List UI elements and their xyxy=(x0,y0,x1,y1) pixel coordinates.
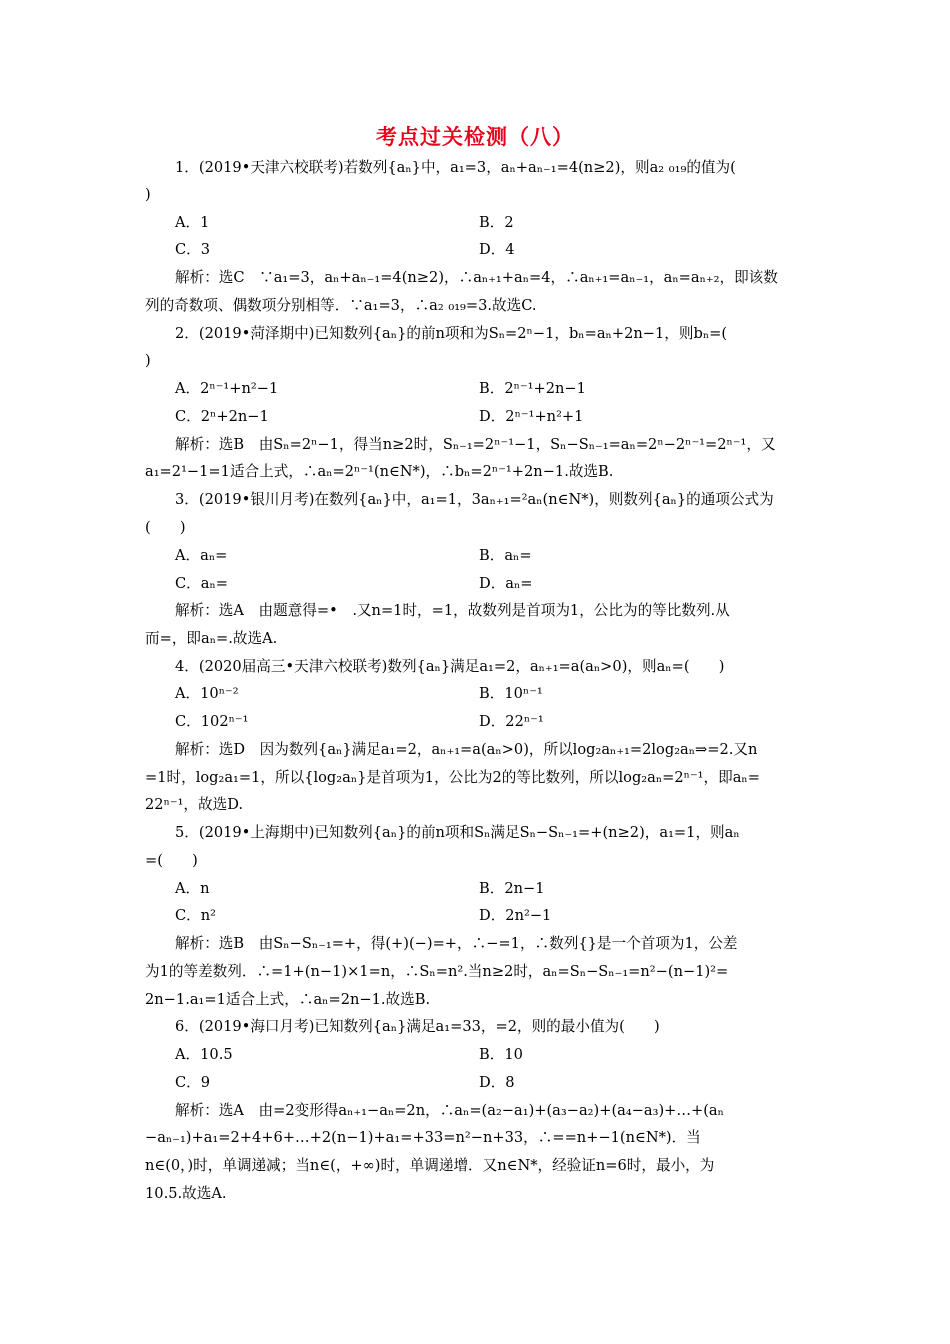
answer-option: C．3 xyxy=(175,241,211,258)
text-line: ) xyxy=(145,186,151,203)
text-line: 为1的等差数列．∴=1+(n−1)×1=n，∴Sₙ=n².当n≥2时，aₙ=Sₙ−Sₙ₋₁=n²−(n−1)²= xyxy=(145,963,729,980)
text-line: 6．(2019•海口月考)已知数列{aₙ}满足a₁=33，=2，则的最小值为( ) xyxy=(175,1018,660,1035)
solution-line: 解析：选A 由=2变形得aₙ₊₁−aₙ=2n，∴aₙ=(a₂−a₁)+(a₃−a₂)+(a₄−a₃)+…+(aₙ xyxy=(175,1102,724,1119)
text-line: a₁=2¹−1=1适合上式，∴aₙ=2ⁿ⁻¹(n∈N*)，∴bₙ=2ⁿ⁻¹+2n−1.故选B. xyxy=(145,463,614,480)
answer-option: A．n xyxy=(175,880,210,897)
page-title: 考点过关检测（八） xyxy=(376,124,574,149)
answer-option: D．aₙ= xyxy=(479,575,533,592)
answer-option: D．22ⁿ⁻¹ xyxy=(479,713,544,730)
answer-option: B．10ⁿ⁻¹ xyxy=(479,685,543,702)
solution-line: 解析：选B 由Sₙ=2ⁿ−1，得当n≥2时，Sₙ₋₁=2ⁿ⁻¹−1，Sₙ−Sₙ₋₁=aₙ=2ⁿ−2ⁿ⁻¹=2ⁿ⁻¹，又 xyxy=(175,436,776,453)
text-line: 10.5.故选A. xyxy=(145,1185,227,1202)
answer-option: B．2ⁿ⁻¹+2n−1 xyxy=(479,380,586,397)
text-line: 2．(2019•菏泽期中)已知数列{aₙ}的前n项和为Sₙ=2ⁿ−1，bₙ=aₙ+2n−1，则bₙ=( xyxy=(175,325,728,342)
text-line: n∈(0，)时，单调递减；当n∈(，+∞)时，单调递增．又n∈N*，经验证n=6时，最小，为 xyxy=(145,1157,715,1174)
text-line: =1时，log₂a₁=1，所以{log₂aₙ}是首项为1，公比为2的等比数列，所以log₂aₙ=2ⁿ⁻¹，即aₙ= xyxy=(145,769,760,786)
text-line: 1．(2019•天津六校联考)若数列{aₙ}中，a₁=3，aₙ+aₙ₋₁=4(n≥2)，则a₂ ₀₁₉的值为( xyxy=(175,159,736,176)
answer-option: A．1 xyxy=(175,214,210,231)
solution-line: 解析：选B 由Sₙ−Sₙ₋₁=+，得(+)(−)=+，∴−=1，∴数列{}是一个首项为1，公差 xyxy=(175,935,738,952)
answer-option: B．2n−1 xyxy=(479,880,545,897)
answer-option: C．2ⁿ+2n−1 xyxy=(175,408,269,425)
answer-option: B．10 xyxy=(479,1046,523,1063)
solution-line: 解析：选A 由题意得=• .又n=1时，=1，故数列是首项为1，公比为的等比数列.从 xyxy=(175,602,730,619)
text-line: 3．(2019•银川月考)在数列{aₙ}中，a₁=1，3aₙ₊₁=²aₙ(n∈N*)，则数列{aₙ}的通项公式为 xyxy=(175,491,774,508)
text-line: 5．(2019•上海期中)已知数列{aₙ}的前n项和Sₙ满足Sₙ−Sₙ₋₁=+(n≥2)，a₁=1，则aₙ xyxy=(175,824,740,841)
answer-option: D．2ⁿ⁻¹+n²+1 xyxy=(479,408,584,425)
answer-option: C．102ⁿ⁻¹ xyxy=(175,713,249,730)
answer-option: D．2n²−1 xyxy=(479,907,552,924)
answer-option: D．4 xyxy=(479,241,515,258)
text-line: 列的奇数项、偶数项分别相等．∵a₁=3，∴a₂ ₀₁₉=3.故选C. xyxy=(145,297,537,314)
solution-line: 解析：选D 因为数列{aₙ}满足a₁=2，aₙ₊₁=a(aₙ>0)，所以log₂aₙ₊₁=2log₂aₙ⇒=2.又n xyxy=(175,741,758,758)
answer-option: A．aₙ= xyxy=(175,547,228,564)
answer-option: C．n² xyxy=(175,907,217,924)
answer-option: C．aₙ= xyxy=(175,575,229,592)
answer-option: C．9 xyxy=(175,1074,211,1091)
text-line: −aₙ₋₁)+a₁=2+4+6+…+2(n−1)+a₁=+33=n²−n+33，∴==n+−1(n∈N*)．当 xyxy=(145,1129,701,1146)
answer-option: D．8 xyxy=(479,1074,515,1091)
answer-option: B．2 xyxy=(479,214,514,231)
solution-line: 解析：选C ∵a₁=3，aₙ+aₙ₋₁=4(n≥2)，∴aₙ₊₁+aₙ=4，∴aₙ₊₁=aₙ₋₁，aₙ=aₙ₊₂，即该数 xyxy=(175,269,778,286)
answer-option: A．10.5 xyxy=(175,1046,233,1063)
answer-option: B．aₙ= xyxy=(479,547,532,564)
answer-option: A．10ⁿ⁻² xyxy=(175,685,239,702)
text-line: ( ) xyxy=(145,519,186,536)
answer-option: A．2ⁿ⁻¹+n²−1 xyxy=(175,380,279,397)
text-line: 22ⁿ⁻¹，故选D. xyxy=(145,796,244,813)
text-line: =( ) xyxy=(145,852,198,869)
text-line: 而=，即aₙ=.故选A. xyxy=(145,630,278,647)
text-line: 2n−1.a₁=1适合上式，∴aₙ=2n−1.故选B. xyxy=(145,991,431,1008)
text-line: ) xyxy=(145,352,151,369)
text-line: 4．(2020届高三•天津六校联考)数列{aₙ}满足a₁=2，aₙ₊₁=a(aₙ>0)，则aₙ=( ) xyxy=(175,658,725,675)
